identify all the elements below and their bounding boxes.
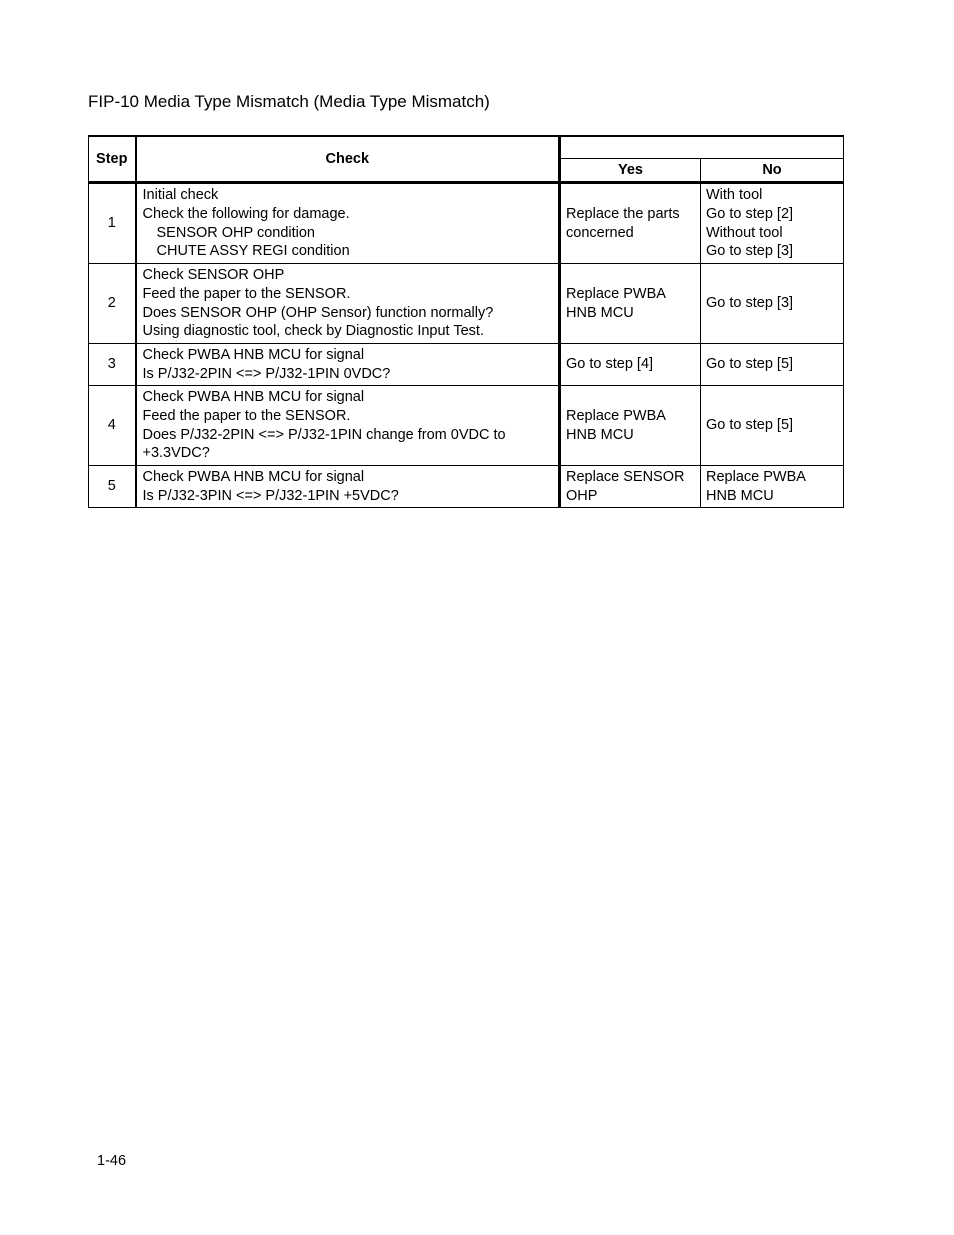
step-number: 5 <box>89 466 136 508</box>
header-yes: Yes <box>560 159 701 183</box>
no-line: Go to step [5] <box>706 356 794 373</box>
page-title: FIP-10 Media Type Mismatch (Media Type Mismatch) <box>88 92 490 111</box>
yes-line: Replace PWBA <box>566 407 666 424</box>
yes-line: concerned <box>566 224 634 241</box>
check-line: Does P/J32-2PIN <=> P/J32-1PIN change from 0VDC to <box>142 426 506 443</box>
check-cell <box>136 344 560 386</box>
check-line: CHUTE ASSY REGI condition <box>156 243 350 260</box>
header-step: Step <box>89 136 136 183</box>
check-line: Is P/J32-2PIN <=> P/J32-1PIN 0VDC? <box>142 365 391 382</box>
check-line: Check SENSOR OHP <box>142 267 285 284</box>
check-line: Feed the paper to the SENSOR. <box>142 407 351 424</box>
yes-line: HNB MCU <box>566 304 634 321</box>
table-row <box>89 264 844 344</box>
yes-line: Go to step [4] <box>566 356 654 373</box>
check-line: Check PWBA HNB MCU for signal <box>142 389 365 406</box>
check-line: Check PWBA HNB MCU for signal <box>142 346 365 363</box>
yes-line: Replace the parts <box>566 205 680 222</box>
check-line: Feed the paper to the SENSOR. <box>142 285 351 302</box>
step-number: 3 <box>89 344 136 386</box>
check-line: Check PWBA HNB MCU for signal <box>142 468 365 485</box>
yes-cell <box>560 264 701 344</box>
check-cell <box>136 386 560 466</box>
no-line: Replace PWBA <box>706 468 806 485</box>
check-line: Using diagnostic tool, check by Diagnostic Input Test. <box>142 323 484 340</box>
check-line: Does SENSOR OHP (OHP Sensor) function normally? <box>142 304 494 321</box>
yes-cell <box>560 466 701 508</box>
no-cell <box>701 386 844 466</box>
step-number: 4 <box>89 386 136 466</box>
header-no: No <box>701 159 844 183</box>
no-line: Go to step [3] <box>706 295 794 312</box>
no-line: Without tool <box>706 224 783 241</box>
yes-cell <box>560 386 701 466</box>
yes-cell <box>560 183 701 264</box>
check-cell <box>136 466 560 508</box>
no-line: HNB MCU <box>706 487 774 504</box>
yes-line: HNB MCU <box>566 426 634 443</box>
no-cell <box>701 344 844 386</box>
troubleshooting-table <box>88 135 843 508</box>
no-cell <box>701 466 844 508</box>
no-line: Go to step [3] <box>706 243 794 260</box>
no-cell <box>701 264 844 344</box>
table-row <box>89 183 844 264</box>
header-result-group <box>560 136 844 159</box>
table-row <box>89 466 844 508</box>
yes-line: OHP <box>566 487 598 504</box>
table-row <box>89 386 844 466</box>
no-line: Go to step [5] <box>706 417 794 434</box>
yes-cell <box>560 344 701 386</box>
table-row <box>89 344 844 386</box>
check-line: SENSOR OHP condition <box>156 224 315 241</box>
check-line: +3.3VDC? <box>142 445 210 462</box>
no-cell <box>701 183 844 264</box>
check-line: Initial check <box>142 187 219 204</box>
check-line: Check the following for damage. <box>142 205 350 222</box>
yes-line: Replace PWBA <box>566 285 666 302</box>
no-line: With tool <box>706 187 763 204</box>
step-number: 1 <box>89 183 136 264</box>
check-cell <box>136 264 560 344</box>
yes-line: Replace SENSOR <box>566 468 685 485</box>
page-number: 1-46 <box>97 1153 127 1169</box>
check-cell <box>136 183 560 264</box>
no-line: Go to step [2] <box>706 205 794 222</box>
check-line: Is P/J32-3PIN <=> P/J32-1PIN +5VDC? <box>142 487 399 504</box>
header-check: Check <box>136 136 560 183</box>
step-number: 2 <box>89 264 136 344</box>
